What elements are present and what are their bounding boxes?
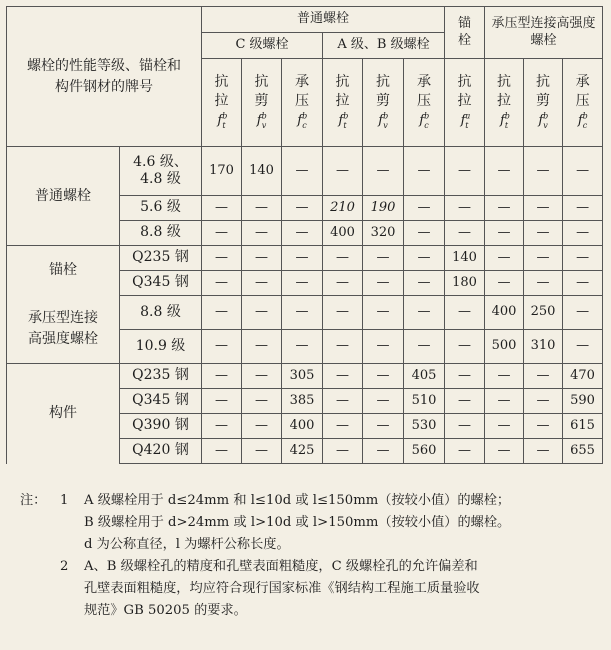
column-header-symbol: $f^b_t$	[217, 111, 228, 130]
notes-lead: 注：	[20, 493, 47, 508]
table-row	[7, 147, 603, 196]
group-header-hs	[485, 7, 603, 59]
value-cell: —	[445, 147, 485, 196]
value-cell: —	[485, 389, 524, 414]
value-cell: —	[282, 221, 323, 246]
column-header	[242, 59, 282, 147]
value-cell: —	[242, 330, 282, 364]
note-text: 规范》GB 50205 的要求。	[84, 603, 247, 618]
column-header	[323, 59, 363, 147]
value-cell: 500	[485, 330, 524, 364]
column-header	[485, 59, 524, 147]
value-cell: —	[363, 364, 404, 389]
value-cell: —	[363, 330, 404, 364]
value-cell: —	[363, 389, 404, 414]
value-cell: —	[363, 246, 404, 271]
value-cell: —	[363, 296, 404, 330]
grade-cell: 10.9 级	[120, 330, 202, 364]
value-cell: —	[242, 389, 282, 414]
value-cell: —	[363, 439, 404, 464]
value-cell: —	[524, 221, 563, 246]
value-cell: —	[445, 364, 485, 389]
note-text: d 为公称直径，l 为螺杆公称长度。	[84, 537, 290, 552]
value-cell: —	[485, 221, 524, 246]
column-header-label: 承压	[575, 74, 590, 110]
value-cell: —	[242, 364, 282, 389]
table-row	[7, 296, 603, 330]
value-cell: —	[323, 147, 363, 196]
value-cell: —	[524, 147, 563, 196]
value-cell: —	[323, 246, 363, 271]
value-cell: —	[323, 296, 363, 330]
value-cell: —	[282, 330, 323, 364]
value-cell: 385	[282, 389, 323, 414]
value-cell: 405	[404, 364, 445, 389]
value-cell: 530	[404, 414, 445, 439]
value-cell: —	[445, 196, 485, 221]
column-header-symbol: $f^b_v$	[378, 111, 389, 130]
value-cell: —	[485, 147, 524, 196]
value-cell: 180	[445, 271, 485, 296]
value-cell: 140	[242, 147, 282, 196]
column-header-symbol: $f^b_t$	[499, 111, 510, 130]
value-cell: —	[363, 147, 404, 196]
value-cell: —	[524, 271, 563, 296]
value-cell: —	[202, 414, 242, 439]
value-cell: —	[242, 271, 282, 296]
column-header-label: 抗拉	[497, 74, 512, 110]
column-header-label: 抗剪	[254, 74, 269, 110]
value-cell: —	[524, 414, 563, 439]
grade-cell: 4.6 级、4.8 级	[120, 147, 202, 196]
value-cell: —	[563, 296, 603, 330]
category-member: 构件	[7, 364, 120, 464]
value-cell: —	[485, 439, 524, 464]
group-header-anchor	[445, 7, 485, 59]
note-text: 孔壁表面粗糙度，均应符合现行国家标准《钢结构工程施工质量验收	[84, 581, 480, 596]
value-cell: —	[404, 147, 445, 196]
row-header-label: 螺栓的性能等级、锚栓和构件钢材的牌号	[27, 57, 181, 95]
grade-cell: Q345 钢	[120, 271, 202, 296]
grade-cell: 8.8 级	[120, 296, 202, 330]
value-cell: 320	[363, 221, 404, 246]
value-cell: —	[282, 271, 323, 296]
value-cell: 170	[202, 147, 242, 196]
value-cell: —	[242, 439, 282, 464]
value-cell: 140	[445, 246, 485, 271]
value-cell: —	[202, 296, 242, 330]
value-cell: 305	[282, 364, 323, 389]
value-cell: —	[323, 271, 363, 296]
column-header-symbol: $f^b_c$	[419, 111, 430, 130]
value-cell: 425	[282, 439, 323, 464]
value-cell: —	[485, 196, 524, 221]
value-cell: —	[282, 296, 323, 330]
value-cell: 400	[485, 296, 524, 330]
column-header-symbol: $f^b_c$	[297, 111, 308, 130]
grade-cell: Q235 钢	[120, 364, 202, 389]
value-cell: —	[202, 246, 242, 271]
column-header	[202, 59, 242, 147]
value-cell: —	[563, 330, 603, 364]
value-cell: 510	[404, 389, 445, 414]
value-cell: —	[242, 221, 282, 246]
value-cell: —	[202, 364, 242, 389]
column-header-symbol: $f^b_v$	[538, 111, 549, 130]
column-header-label: 抗剪	[376, 74, 390, 110]
group-header-anchor-label: 锚栓	[458, 16, 472, 48]
value-cell: —	[363, 271, 404, 296]
value-cell: —	[282, 196, 323, 221]
value-cell: —	[563, 196, 603, 221]
row-header-cell	[7, 7, 202, 147]
column-header	[282, 59, 323, 147]
value-cell: —	[524, 364, 563, 389]
subheader-c-grade: C 级螺栓	[202, 33, 323, 59]
value-cell: 400	[323, 221, 363, 246]
category-hs: 承压型连接高强度螺栓	[7, 296, 120, 364]
value-cell: 560	[404, 439, 445, 464]
grade-cell: 8.8 级	[120, 221, 202, 246]
value-cell: —	[445, 330, 485, 364]
value-cell: —	[404, 196, 445, 221]
value-cell: —	[485, 364, 524, 389]
grade-cell: 5.6 级	[120, 196, 202, 221]
value-cell: —	[202, 439, 242, 464]
group-header-hs-label: 承压型连接高强度螺栓	[491, 16, 596, 48]
value-cell: 590	[563, 389, 603, 414]
value-cell: —	[363, 414, 404, 439]
value-cell: —	[563, 271, 603, 296]
table-row	[7, 246, 603, 271]
value-cell: —	[323, 364, 363, 389]
column-header	[445, 59, 485, 147]
column-header-symbol: $f^a_t$	[460, 111, 471, 130]
note-text: A 级螺栓用于 d≤24mm 和 l≤10d 或 l≤150mm（按较小值）的螺栓；	[84, 493, 511, 508]
value-cell: —	[323, 330, 363, 364]
value-cell: —	[202, 221, 242, 246]
value-cell: —	[563, 147, 603, 196]
value-cell: —	[524, 196, 563, 221]
column-header-label: 抗拉	[457, 74, 472, 110]
value-cell: —	[282, 246, 323, 271]
value-cell: 210	[323, 196, 363, 221]
column-header-label: 承压	[417, 74, 432, 110]
note-text: A、B 级螺栓孔的精度和孔壁表面粗糙度，C 级螺栓孔的允许偏差和	[84, 559, 478, 574]
subheader-ab-grade: A 级、B 级螺栓	[323, 33, 445, 59]
value-cell: —	[323, 439, 363, 464]
value-cell: 655	[563, 439, 603, 464]
value-cell: —	[563, 221, 603, 246]
column-header-symbol: $f^b_c$	[577, 111, 588, 130]
value-cell: 190	[363, 196, 404, 221]
note-number: 2	[60, 559, 69, 574]
value-cell: —	[404, 246, 445, 271]
value-cell: —	[445, 296, 485, 330]
value-cell: —	[242, 414, 282, 439]
value-cell: —	[445, 439, 485, 464]
value-cell: 250	[524, 296, 563, 330]
column-header-label: 承压	[295, 74, 309, 110]
note-text: B 级螺栓用于 d>24mm 或 l>10d 或 l>150mm（按较小值）的螺栓。	[84, 515, 511, 530]
value-cell: —	[282, 147, 323, 196]
value-cell: —	[524, 246, 563, 271]
value-cell: 615	[563, 414, 603, 439]
value-cell: —	[485, 271, 524, 296]
value-cell: —	[404, 296, 445, 330]
value-cell: —	[485, 414, 524, 439]
note-2	[20, 556, 605, 578]
value-cell: —	[445, 221, 485, 246]
column-header-label: 抗拉	[214, 74, 229, 110]
value-cell: —	[202, 330, 242, 364]
value-cell: —	[202, 271, 242, 296]
column-header-symbol: $f^b_v$	[256, 111, 267, 130]
value-cell: —	[242, 196, 282, 221]
value-cell: —	[524, 389, 563, 414]
value-cell: 470	[563, 364, 603, 389]
column-header	[404, 59, 445, 147]
column-header-label: 抗拉	[335, 74, 350, 110]
category-anchor: 锚栓	[7, 246, 120, 296]
table-row	[7, 364, 603, 389]
value-cell: —	[524, 439, 563, 464]
value-cell: —	[242, 246, 282, 271]
note-number: 1	[60, 493, 69, 508]
value-cell: —	[445, 389, 485, 414]
category-ordinary: 普通螺栓	[7, 147, 120, 246]
value-cell: —	[323, 414, 363, 439]
notes	[20, 490, 605, 622]
column-header	[563, 59, 603, 147]
value-cell: 400	[282, 414, 323, 439]
value-cell: —	[404, 271, 445, 296]
column-header	[363, 59, 404, 147]
grade-cell: Q390 钢	[120, 414, 202, 439]
column-header-label: 抗剪	[536, 74, 551, 110]
value-cell: —	[202, 196, 242, 221]
value-cell: 310	[524, 330, 563, 364]
grade-cell: Q420 钢	[120, 439, 202, 464]
column-header	[524, 59, 563, 147]
note-1	[20, 490, 605, 512]
value-cell: —	[323, 389, 363, 414]
value-cell: —	[563, 246, 603, 271]
value-cell: —	[404, 221, 445, 246]
value-cell: —	[485, 246, 524, 271]
value-cell: —	[202, 389, 242, 414]
column-header-symbol: $f^b_t$	[338, 111, 349, 130]
value-cell: —	[242, 296, 282, 330]
value-cell: —	[445, 414, 485, 439]
value-cell: —	[404, 330, 445, 364]
group-header-ordinary: 普通螺栓	[202, 7, 445, 33]
bolt-strength-table	[6, 6, 603, 464]
grade-cell: Q345 钢	[120, 389, 202, 414]
grade-cell: Q235 钢	[120, 246, 202, 271]
